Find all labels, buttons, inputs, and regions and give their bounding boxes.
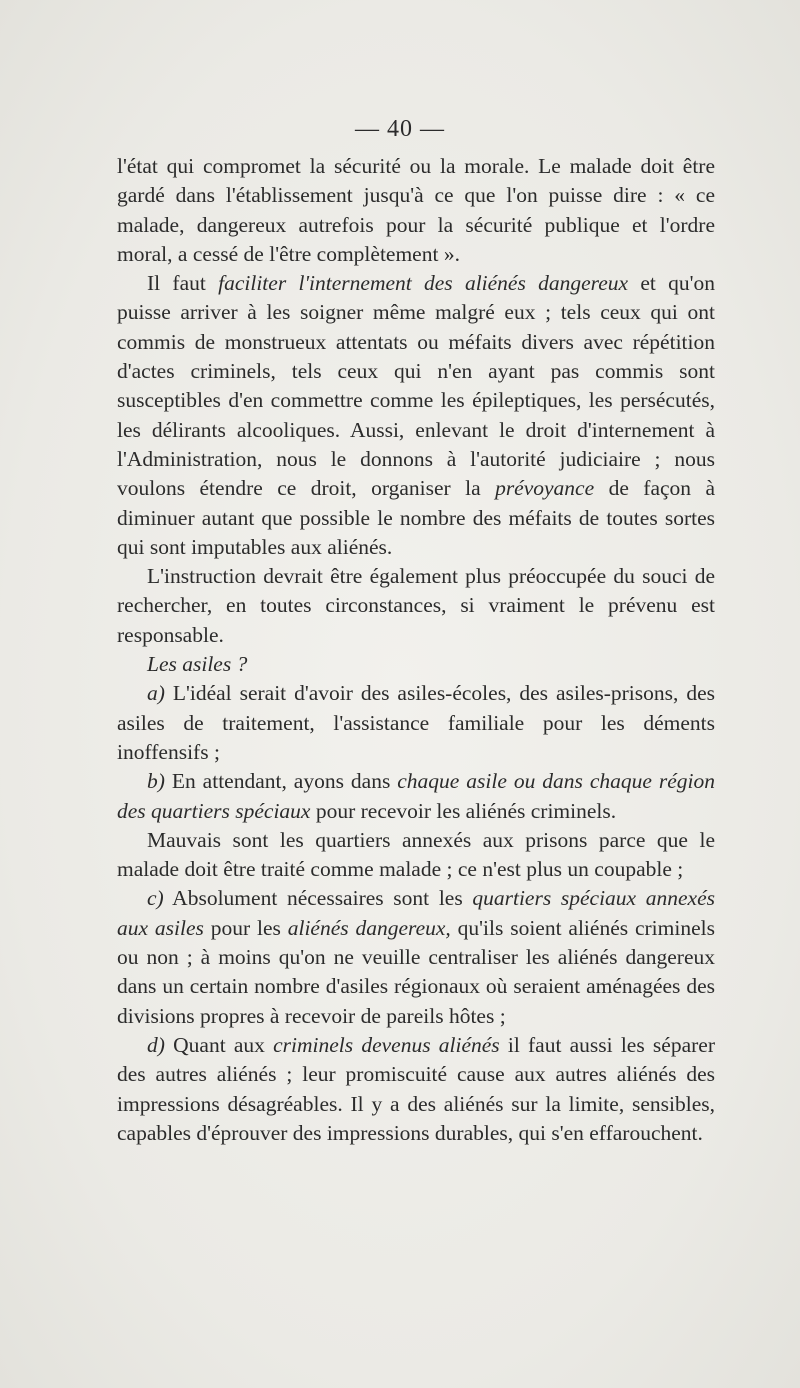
italic-text: criminels devenus aliénés: [273, 1032, 500, 1057]
text-run: pour les: [203, 915, 288, 940]
text-run: il faut aussi les séparer des autres aliénés ; leur promiscuité cause aux autres aliénés des impressions désagréables. Il y a des aliénés sur la limite, sensibles, capables d'éprouver des impressions durables, qui s'en effarouchent.: [117, 1032, 715, 1145]
text-run: pour recevoir les aliénés criminels.: [310, 798, 617, 823]
page-number: — 40 —: [355, 116, 445, 142]
text-run: Mauvais sont les quartiers annexés aux prisons parce que le malade doit être traité comme malade ; ce n'est plus un coupable ;: [117, 827, 715, 882]
italic-text: b): [147, 769, 165, 794]
paragraph: [117, 152, 715, 269]
italic-text: a): [147, 681, 165, 706]
text-run: qu'ils soient aliénés criminels ou non ; à moins qu'on ne veuille centraliser les aliénés dangereux dans un certain nombre d'asiles régionaux où seraient aménagées des divisions propres à recevoir de pareils hôtes ;: [117, 915, 715, 1028]
italic-text: quartiers spéciaux annexés aux asiles: [117, 886, 715, 940]
italic-text: prévoyance: [495, 476, 595, 501]
italic-text: chaque asile ou dans chaque région des quartiers spéciaux: [117, 769, 715, 823]
text-run: En attendant, ayons dans: [164, 769, 398, 794]
italic-text: d): [147, 1032, 165, 1057]
italic-text: c): [147, 886, 164, 911]
italic-text: aliénés dangereux,: [287, 915, 451, 940]
text-run: L'instruction devrait être également plus préoccupée du souci de rechercher, en toutes circonstances, si vraiment le prévenu est responsable.: [117, 564, 715, 647]
text-run: l'état qui compromet la sécurité ou la morale. Le malade doit être gardé dans l'établissement jusqu'à ce que l'on puisse dire : « ce malade, dangereux autrefois pour la sécurité publique et l'ordre moral, a cessé de l'être complètement ».: [117, 154, 715, 266]
paragraph: [117, 562, 715, 650]
text-run: Quant aux: [164, 1032, 274, 1057]
paragraph: [117, 650, 715, 679]
paragraph: [117, 679, 715, 767]
paragraph: [117, 884, 715, 1030]
italic-text: Les asiles ?: [147, 652, 248, 677]
paragraph: [117, 1031, 715, 1148]
paragraph: [117, 826, 715, 885]
paragraph: [117, 269, 715, 562]
text-run: Il faut: [147, 271, 219, 296]
text-run: Absolument nécessaires sont les: [163, 886, 473, 911]
italic-text: faciliter l'internement des aliénés dangereux: [218, 271, 629, 296]
text-run: de façon à diminuer autant que possible le nombre des méfaits de toutes sortes qui sont imputables aux aliénés.: [117, 476, 715, 559]
text-run: et qu'on puisse arriver à les soigner même malgré eux ; tels ceux qui ont commis de monstrueux attentats ou méfaits divers avec répétition d'actes criminels, tels ceux qui n'en ayant pas commis sont susceptibles d'en commettre comme les épileptiques, les persécutés, les délirants alcooliques. Aussi, enlevant le droit d'internement à l'Administration, nous le donnons à l'autorité judiciaire ; nous voulons étendre ce droit, organiser la: [117, 271, 716, 501]
text-run: L'idéal serait d'avoir des asiles-écoles, des asiles-prisons, des asiles de traitement, l'assistance familiale pour les déments inoffensifs ;: [117, 681, 715, 764]
paragraph: [117, 767, 715, 826]
body-text: [117, 152, 715, 1148]
